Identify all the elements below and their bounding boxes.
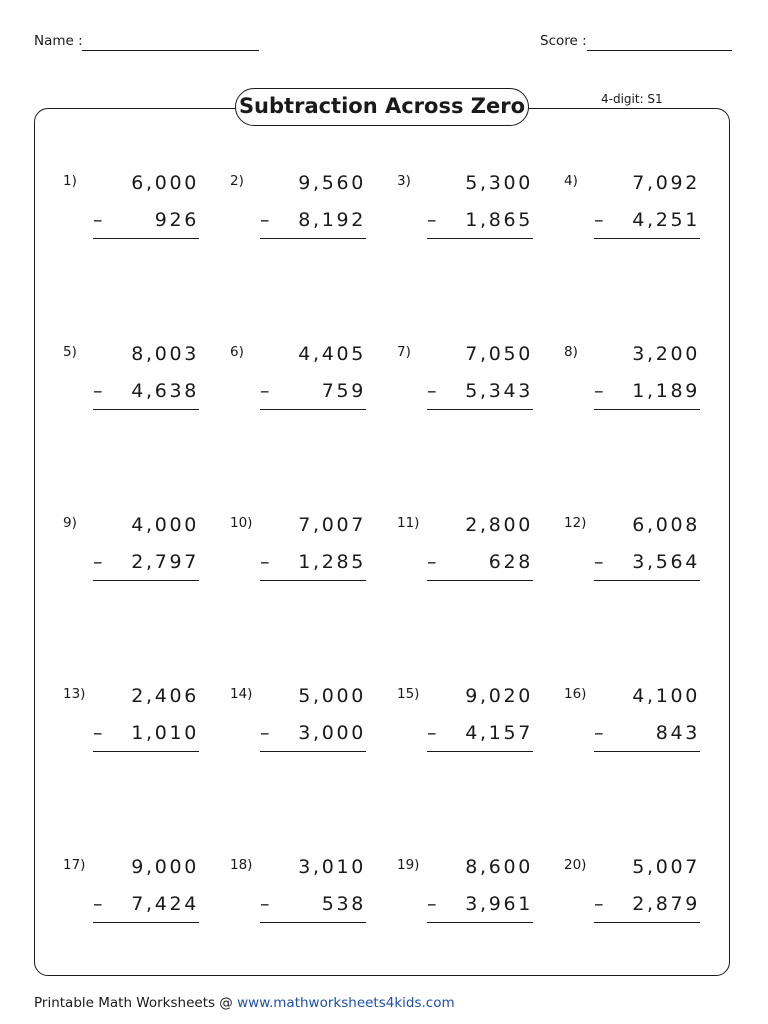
answer-line <box>260 580 366 581</box>
footer-link[interactable]: www.mathworksheets4kids.com <box>237 995 455 1011</box>
answer-line <box>594 238 700 239</box>
problem-number: 16) <box>564 686 587 702</box>
minus-sign: – <box>93 722 103 744</box>
minus-sign: – <box>427 380 437 402</box>
minuend: 7,007 <box>298 514 366 536</box>
problem-number: 19) <box>397 857 420 873</box>
problem-number: 11) <box>397 515 420 531</box>
minuend: 9,000 <box>131 856 199 878</box>
minuend: 3,010 <box>298 856 366 878</box>
problem-number: 18) <box>230 857 253 873</box>
problem-number: 15) <box>397 686 420 702</box>
problem-17 <box>63 856 199 928</box>
problem-16 <box>564 685 700 757</box>
answer-line <box>260 409 366 410</box>
problem-number: 3) <box>397 173 411 189</box>
minuend: 8,600 <box>465 856 533 878</box>
problem-number: 10) <box>230 515 253 531</box>
subtrahend: 3,000 <box>298 722 366 744</box>
minuend: 2,800 <box>465 514 533 536</box>
subtrahend: 759 <box>321 380 366 402</box>
level-tag: 4-digit: S1 <box>601 92 663 106</box>
answer-line <box>594 409 700 410</box>
subtrahend: 1,865 <box>465 209 533 231</box>
minuend: 2,406 <box>131 685 199 707</box>
answer-line <box>427 238 533 239</box>
score-line <box>587 50 732 51</box>
name-line <box>82 50 259 51</box>
minus-sign: – <box>260 209 270 231</box>
minuend: 6,008 <box>632 514 700 536</box>
problem-number: 2) <box>230 173 244 189</box>
problem-number: 9) <box>63 515 77 531</box>
subtrahend: 2,879 <box>632 893 700 915</box>
problem-12 <box>564 514 700 586</box>
footer-text: Printable Math Worksheets @ <box>34 995 238 1011</box>
problem-15 <box>397 685 533 757</box>
minuend: 4,100 <box>632 685 700 707</box>
subtrahend: 538 <box>321 893 366 915</box>
problem-19 <box>397 856 533 928</box>
subtrahend: 5,343 <box>465 380 533 402</box>
answer-line <box>427 922 533 923</box>
answer-line <box>93 409 199 410</box>
minus-sign: – <box>93 893 103 915</box>
problem-8 <box>564 343 700 415</box>
minus-sign: – <box>427 209 437 231</box>
problem-3 <box>397 172 533 244</box>
answer-line <box>260 238 366 239</box>
problem-9 <box>63 514 199 586</box>
footer <box>34 995 455 1011</box>
problem-number: 6) <box>230 344 244 360</box>
minuend: 5,300 <box>465 172 533 194</box>
minuend: 3,200 <box>632 343 700 365</box>
answer-line <box>93 238 199 239</box>
subtrahend: 4,638 <box>131 380 199 402</box>
subtrahend: 4,251 <box>632 209 700 231</box>
worksheet-title: Subtraction Across Zero <box>235 88 529 126</box>
minuend: 4,000 <box>131 514 199 536</box>
answer-line <box>93 751 199 752</box>
answer-line <box>93 922 199 923</box>
subtrahend: 843 <box>655 722 700 744</box>
problem-11 <box>397 514 533 586</box>
minus-sign: – <box>93 209 103 231</box>
problem-number: 8) <box>564 344 578 360</box>
score-label: Score : <box>540 33 587 49</box>
answer-line <box>594 580 700 581</box>
problem-number: 14) <box>230 686 253 702</box>
minus-sign: – <box>93 380 103 402</box>
minus-sign: – <box>427 893 437 915</box>
minus-sign: – <box>594 380 604 402</box>
subtrahend: 3,564 <box>632 551 700 573</box>
problem-18 <box>230 856 366 928</box>
problem-14 <box>230 685 366 757</box>
subtrahend: 4,157 <box>465 722 533 744</box>
minus-sign: – <box>260 893 270 915</box>
problem-6 <box>230 343 366 415</box>
problem-number: 12) <box>564 515 587 531</box>
answer-line <box>594 751 700 752</box>
minus-sign: – <box>594 209 604 231</box>
problem-13 <box>63 685 199 757</box>
problem-number: 20) <box>564 857 587 873</box>
minus-sign: – <box>594 551 604 573</box>
answer-line <box>93 580 199 581</box>
subtrahend: 2,797 <box>131 551 199 573</box>
answer-line <box>427 751 533 752</box>
minus-sign: – <box>260 551 270 573</box>
problem-number: 1) <box>63 173 77 189</box>
minus-sign: – <box>260 722 270 744</box>
minuend: 7,092 <box>632 172 700 194</box>
problem-4 <box>564 172 700 244</box>
subtrahend: 1,285 <box>298 551 366 573</box>
minuend: 4,405 <box>298 343 366 365</box>
subtrahend: 628 <box>488 551 533 573</box>
subtrahend: 926 <box>154 209 199 231</box>
problem-10 <box>230 514 366 586</box>
minus-sign: – <box>594 722 604 744</box>
minus-sign: – <box>594 893 604 915</box>
minuend: 9,560 <box>298 172 366 194</box>
problem-20 <box>564 856 700 928</box>
problem-5 <box>63 343 199 415</box>
problem-7 <box>397 343 533 415</box>
minus-sign: – <box>427 551 437 573</box>
minuend: 5,000 <box>298 685 366 707</box>
answer-line <box>427 580 533 581</box>
minuend: 6,000 <box>131 172 199 194</box>
subtrahend: 1,010 <box>131 722 199 744</box>
problem-number: 17) <box>63 857 86 873</box>
minuend: 7,050 <box>465 343 533 365</box>
answer-line <box>427 409 533 410</box>
minus-sign: – <box>260 380 270 402</box>
minus-sign: – <box>427 722 437 744</box>
subtrahend: 1,189 <box>632 380 700 402</box>
subtrahend: 7,424 <box>131 893 199 915</box>
minuend: 9,020 <box>465 685 533 707</box>
problem-number: 7) <box>397 344 411 360</box>
answer-line <box>594 922 700 923</box>
answer-line <box>260 751 366 752</box>
problem-number: 5) <box>63 344 77 360</box>
problem-1 <box>63 172 199 244</box>
minus-sign: – <box>93 551 103 573</box>
problem-2 <box>230 172 366 244</box>
minuend: 5,007 <box>632 856 700 878</box>
subtrahend: 3,961 <box>465 893 533 915</box>
problem-number: 4) <box>564 173 578 189</box>
subtrahend: 8,192 <box>298 209 366 231</box>
name-label: Name : <box>34 33 83 49</box>
minuend: 8,003 <box>131 343 199 365</box>
problem-number: 13) <box>63 686 86 702</box>
answer-line <box>260 922 366 923</box>
